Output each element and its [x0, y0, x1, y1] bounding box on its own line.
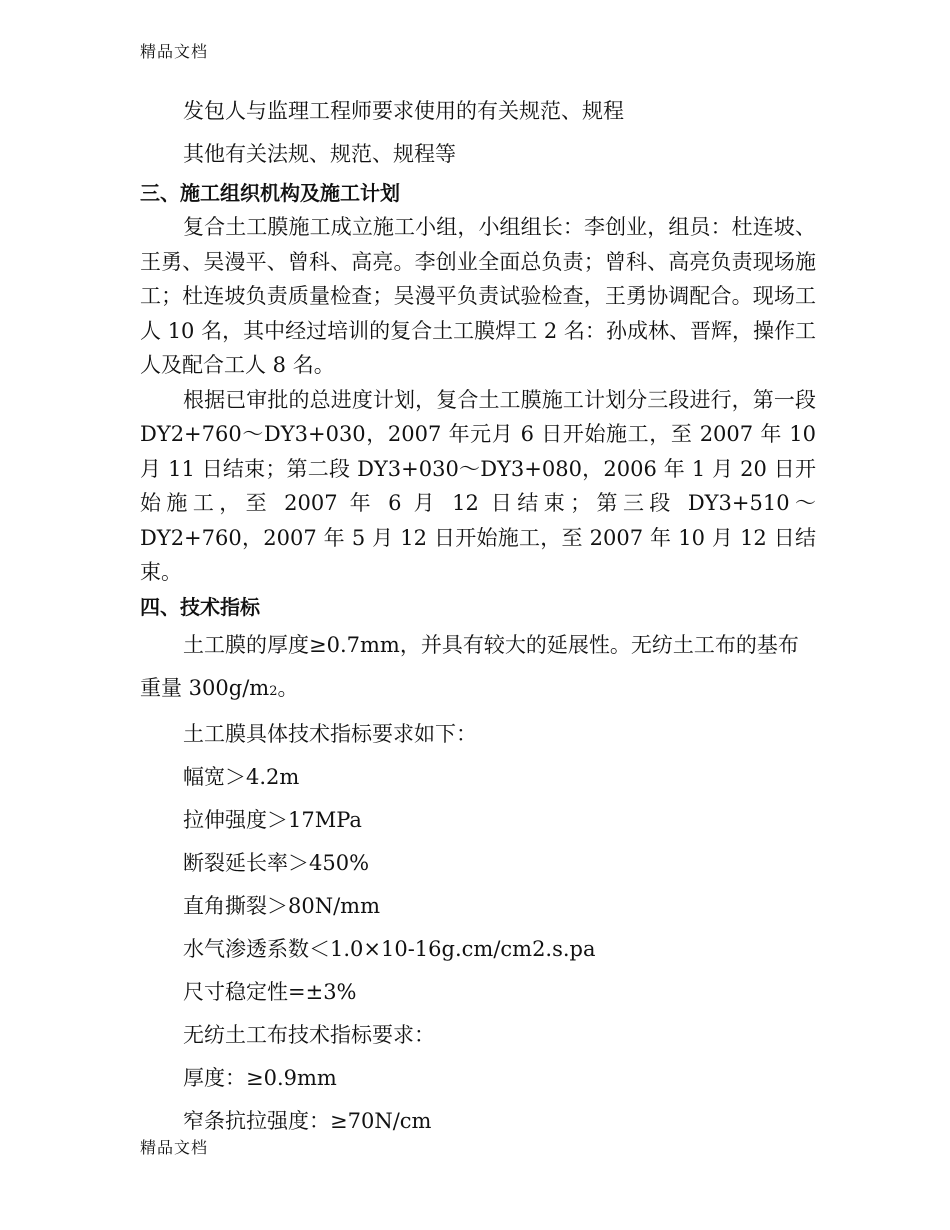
section-4-line-2: [140, 667, 816, 713]
spec-line: 无纺土工布技术指标要求：: [183, 1022, 435, 1047]
page-footer: 精品文档: [140, 1138, 209, 1157]
section-4-title: 四、技术指标: [140, 594, 260, 619]
spec-line: 断裂延长率＞450%: [183, 850, 370, 875]
weight-text: 重量 300g/m: [140, 675, 270, 700]
spec-line: 拉伸强度＞17MPa: [183, 807, 362, 832]
section-3-title: 三、施工组织机构及施工计划: [140, 181, 400, 205]
page-header: 精品文档: [140, 42, 209, 61]
spec-line: 尺寸稳定性=±3%: [183, 979, 357, 1004]
spec-line: 幅宽＞4.2m: [183, 764, 300, 789]
spec-line: 水气渗透系数＜1.0×10-16g.cm/cm2.s.pa: [183, 936, 596, 961]
weight-period: 。: [277, 675, 299, 700]
intro-line-1: 发包人与监理工程师要求使用的有关规范、规程: [183, 99, 624, 123]
section-3-paragraph-1: 复合土工膜施工成立施工小组，小组组长：李创业，组员：杜连坡、王勇、吴漫平、曾科、高亮。李创业全面总负责；曾科、高亮负责现场施工；杜连坡负责质量检查；吴漫平负责试验检查，王勇协调配合。现场工人 10 名，其中经过培训的复合土工膜焊工 2 名：孙成林、晋辉，操作工人及配合工人 8 名。: [140, 215, 816, 377]
weight-unit-exponent: 2: [269, 683, 278, 699]
spec-line: 窄条抗拉强度：≥70N/cm: [183, 1108, 432, 1133]
spec-line: 直角撕裂＞80N/mm: [183, 893, 380, 918]
spec-line: 厚度：≥0.9mm: [183, 1065, 337, 1090]
spec-line: 土工膜具体技术指标要求如下：: [183, 721, 477, 746]
section-3-paragraph-2: 根据已审批的总进度计划，复合土工膜施工计划分三段进行，第一段 DY2+760～DY3+030，2007 年元月 6 日开始施工，至 2007 年 10 月 11 日结束；第二段 DY3+030～DY3+080，2006 年 1 月 20 日开始施工，至 2007 年 6 月 12 日结束；第三段 DY3+510～DY2+760，2007 年 5 月 12 日开始施工，至 2007 年 10 月 12 日结束。: [140, 387, 816, 584]
intro-line-2: 其他有关法规、规范、规程等: [183, 142, 456, 166]
section-4-line-1: 土工膜的厚度≥0.7mm，并具有较大的延展性。无纺土工布的基布: [183, 632, 799, 657]
document-body: [140, 90, 816, 1143]
